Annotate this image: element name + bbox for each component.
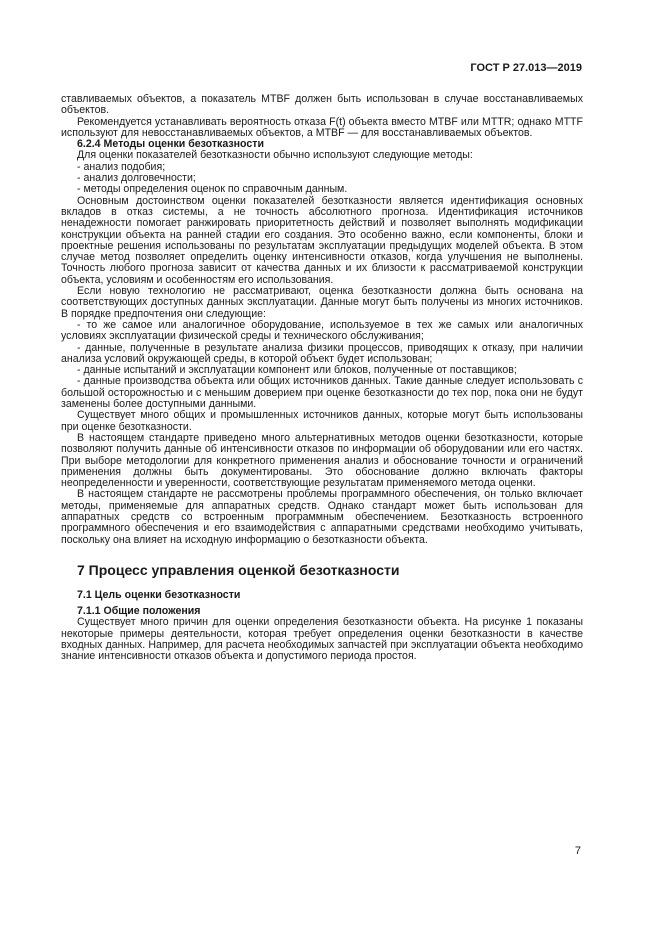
- section-heading-7: 7 Процесс управления оценкой безотказности: [77, 561, 400, 578]
- list-item-supplier-data: - данные испытаний и эксплуатации компонент или блоков, полученные от поставщиков;: [77, 364, 517, 377]
- paragraph-methods-intro: Для оценки показателей безотказности обычно используют следующие методы:: [77, 149, 473, 162]
- paragraph-software: В настоящем стандарте не рассмотрены проблемы программного обеспечения, он только включает методы, применяемые для аппаратных средств. Однако стандарт может быть использован для аппаратных средств со встроенным программным обеспечением. Безотказность встроенного программного обеспечения и его взаимодействия с аппаратными средствами необходимо учитывать, поскольку она влияет на исходную информацию о безотказности объекта.: [61, 488, 583, 546]
- subsection-heading-7-1: 7.1 Цель оценки безотказности: [77, 588, 241, 601]
- paragraph-alternative-methods: В настоящем стандарте приведено много альтернативных методов оценки безотказности, которые позволяют получить данные об интенсивности отказов по информации об оборудовании или его частях. При выборе методологии для конкретного применения анализ и обоснование точности и ограничений применения должны быть документированы. Это обоснование должно включать факторы неопределенности и уверенности, соответствующие результатам применяемого метода оценки.: [61, 431, 583, 490]
- paragraph-recommendation: Рекомендуется устанавливать вероятность отказа F(t) объекта вместо MTBF или MTTR; однако MTTF используют для невосстанавливаемых объектов, а MTBF — для восстанавливаемых объектов.: [61, 115, 583, 139]
- paragraph-continuation: ставливаемых объектов, а показатель MTBF должен быть использован в случае восстанавливаемых объектов.: [61, 93, 583, 117]
- paragraph-reasons: Существует много причин для оценки определения безотказности объекта. На рисунке 1 показаны некоторые примеры деятельности, которая требует определения оценки безотказности в качестве входных данных. Например, для расчета необходимых запчастей при эксплуатации объекта необходимо знание интенсивности отказов объекта и допустимого периода простоя.: [61, 616, 583, 663]
- paragraph-main-advantage: Основным достоинством оценки показателей безотказности является идентификация основных вкладов в отказ системы, а не точность абсолютного прогноза. Идентификация источников ненадежности помогает ранжировать приоритетность действий и позволяет выполнять модификации конструкции объекта на ранней стадии его создания. Это особенно важно, если компоненты, блоки и проектные решения использованы по результатам эксплуатации предыдущих моделей объекта. В этом случае метод позволяет определить оценку интенсивности отказов, когда улучшения не выполнены. Точность любого прогноза зависит от качества данных и их близости к рассматриваемой конструкции объекта, условиям и особенностям его использования.: [61, 194, 583, 286]
- list-item-durability: - анализ долговечности;: [77, 172, 196, 185]
- list-item-similarity: - анализ подобия;: [77, 160, 166, 173]
- list-item-same-equipment: - то же самое или аналогичное оборудование, используемое в тех же самых или аналогичных условиях эксплуатации физической среды и технического обслуживания;: [61, 318, 583, 343]
- page-number: 7: [574, 845, 581, 857]
- list-item-physics-analysis: - данные, полученные в результате анализа физики процессов, приводящих к отказу, при наличии анализа условий окружающей среды, в которой объект будет использован;: [61, 341, 583, 365]
- document-code-header: ГОСТ Р 27.013—2019: [470, 62, 582, 74]
- page-body: [61, 94, 583, 663]
- subsection-heading-6-2-4: 6.2.4 Методы оценки безотказности: [77, 138, 264, 151]
- paragraph-new-technology: Если новую технологию не рассматривают, оценка безотказности должна быть основана на соответствующих доступных данных эксплуатации. Данные могут быть получены из многих источников. В порядке предпочтения они следующие:: [61, 285, 583, 320]
- paragraph-data-sources: Существует много общих и промышленных источников данных, которые могут быть использованы при оценке безотказности.: [61, 409, 583, 433]
- list-item-production-data: - данные производства объекта или общих источников данных. Такие данные следует использовать с большой осторожностью и с меньшим доверием при оценке безотказности до тех пор, пока они не будут заменены более доступными данными.: [61, 375, 583, 411]
- list-item-reference-data: - методы определения оценок по справочным данным.: [77, 183, 348, 196]
- subsection-heading-7-1-1: 7.1.1 Общие положения: [77, 605, 201, 618]
